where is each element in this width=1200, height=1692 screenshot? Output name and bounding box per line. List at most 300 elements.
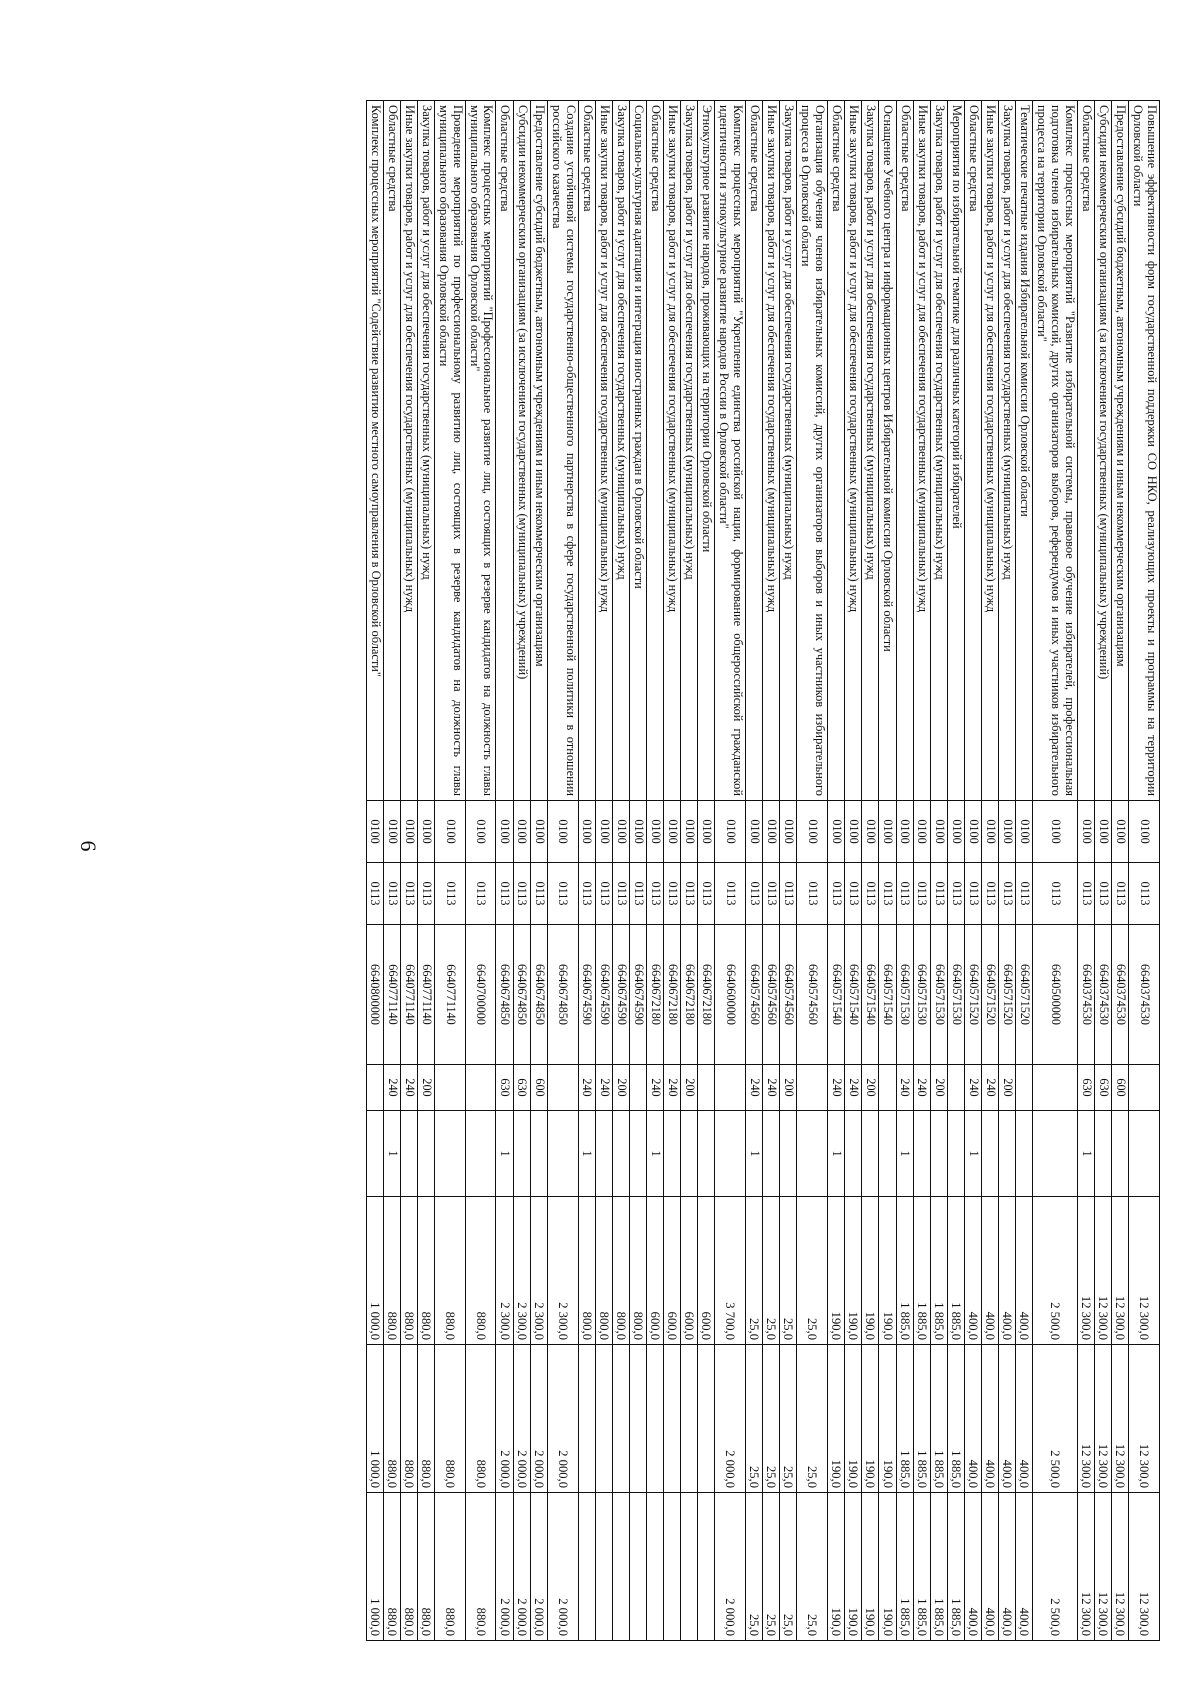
row-name-cell: Закупка товаров, работ и услуг для обеспечения государственных (муниципальных) нужд — [612, 101, 629, 801]
amount-year2-cell: 2 000,0 — [715, 1345, 746, 1493]
row-name-cell: Комплекс процессных мероприятий "Укрепление единства российской нации, формирование общероссийской гражданской идентичности и этнокультурное развитие народов России в Орловской области" — [715, 101, 746, 801]
target-article-cell: 6640374530 — [1112, 925, 1129, 1065]
table-row — [434, 101, 465, 1641]
target-article-cell: 6640571520 — [999, 925, 1016, 1065]
amount-year1-cell: 600,0 — [646, 1197, 663, 1345]
row-name-cell: Закупка товаров, работ и услуг для обеспечения государственных (муниципальных) нужд — [681, 101, 698, 801]
amount-year2-cell: 190,0 — [879, 1345, 896, 1493]
amount-year3-cell: 25,0 — [797, 1493, 828, 1641]
subsection-code-cell: 0113 — [366, 863, 383, 925]
source-code-cell: 1 — [746, 1111, 763, 1197]
amount-year3-cell: 2 000,0 — [715, 1493, 746, 1641]
source-code-cell — [681, 1111, 698, 1197]
amount-year1-cell: 400,0 — [964, 1197, 981, 1345]
row-name-cell: Закупка товаров, работ и услуг для обеспечения государственных (муниципальных) нужд — [862, 101, 879, 801]
amount-year3-cell — [612, 1493, 629, 1641]
amount-year1-cell: 800,0 — [595, 1197, 612, 1345]
amount-year3-cell: 12 300,0 — [1095, 1493, 1112, 1641]
amount-year3-cell: 400,0 — [981, 1493, 998, 1641]
expense-type-cell: 200 — [862, 1065, 879, 1111]
target-article-cell: 6640771140 — [400, 925, 417, 1065]
expense-type-cell: 600 — [530, 1065, 547, 1111]
target-article-cell: 6640771140 — [417, 925, 434, 1065]
row-name-cell: Иные закупки товаров, работ и услуг для обеспечения государственных (муниципальных) нужд — [845, 101, 862, 801]
amount-year1-cell: 880,0 — [465, 1197, 496, 1345]
row-name-cell: Закупка товаров, работ и услуг для обеспечения государственных (муниципальных) нужд — [930, 101, 947, 801]
target-article-cell: 6640674850 — [547, 925, 578, 1065]
row-name-cell: Предоставление субсидий бюджетным, автономным учреждениям и иным некоммерческим организациям — [530, 101, 547, 801]
subsection-code-cell: 0113 — [496, 863, 513, 925]
section-code-cell: 0100 — [930, 801, 947, 863]
amount-year3-cell: 880,0 — [383, 1493, 400, 1641]
target-article-cell: 6640672180 — [664, 925, 681, 1065]
amount-year3-cell — [629, 1493, 646, 1641]
subsection-code-cell: 0113 — [879, 863, 896, 925]
subsection-code-cell: 0113 — [780, 863, 797, 925]
section-code-cell: 0100 — [629, 801, 646, 863]
subsection-code-cell: 0113 — [715, 863, 746, 925]
subsection-code-cell: 0113 — [646, 863, 663, 925]
section-code-cell: 0100 — [646, 801, 663, 863]
row-name-cell: Областные средства — [964, 101, 981, 801]
source-code-cell — [434, 1111, 465, 1197]
amount-year3-cell: 1 885,0 — [930, 1493, 947, 1641]
row-name-cell: Проведение мероприятий по профессиональному развитию лиц, состоящих в резерве кандидатов на должность главы муниципального образования Орловской области — [434, 101, 465, 801]
amount-year1-cell: 190,0 — [828, 1197, 845, 1345]
expense-type-cell: 200 — [780, 1065, 797, 1111]
expense-type-cell: 630 — [513, 1065, 530, 1111]
expense-type-cell: 200 — [612, 1065, 629, 1111]
section-code-cell: 0100 — [780, 801, 797, 863]
expense-type-cell — [879, 1065, 896, 1111]
subsection-code-cell: 0113 — [896, 863, 913, 925]
source-code-cell — [930, 1111, 947, 1197]
expense-type-cell: 630 — [1077, 1065, 1094, 1111]
amount-year3-cell — [681, 1493, 698, 1641]
source-code-cell — [1016, 1111, 1033, 1197]
subsection-code-cell: 0113 — [1129, 863, 1160, 925]
target-article-cell: 6640672180 — [698, 925, 715, 1065]
amount-year2-cell: 25,0 — [746, 1345, 763, 1493]
section-code-cell: 0100 — [383, 801, 400, 863]
expense-type-cell: 200 — [930, 1065, 947, 1111]
expense-type-cell — [698, 1065, 715, 1111]
target-article-cell: 6640571540 — [862, 925, 879, 1065]
source-code-cell: 1 — [896, 1111, 913, 1197]
amount-year2-cell — [612, 1345, 629, 1493]
row-name-cell: Областные средства — [828, 101, 845, 801]
target-article-cell: 6640771140 — [434, 925, 465, 1065]
target-article-cell: 6640574560 — [763, 925, 780, 1065]
section-code-cell: 0100 — [681, 801, 698, 863]
table-row — [417, 101, 434, 1641]
section-code-cell: 0100 — [547, 801, 578, 863]
subsection-code-cell: 0113 — [698, 863, 715, 925]
amount-year3-cell: 190,0 — [845, 1493, 862, 1641]
table-row — [1033, 101, 1078, 1641]
expense-type-cell — [797, 1065, 828, 1111]
source-code-cell — [513, 1111, 530, 1197]
amount-year1-cell: 25,0 — [797, 1197, 828, 1345]
expense-type-cell — [1129, 1065, 1160, 1111]
table-row — [465, 101, 496, 1641]
source-code-cell — [947, 1111, 964, 1197]
amount-year3-cell: 1 885,0 — [947, 1493, 964, 1641]
table-row — [763, 101, 780, 1641]
table-row — [612, 101, 629, 1641]
amount-year1-cell: 190,0 — [862, 1197, 879, 1345]
table-row — [513, 101, 530, 1641]
source-code-cell — [664, 1111, 681, 1197]
amount-year2-cell: 2 000,0 — [530, 1345, 547, 1493]
amount-year3-cell: 880,0 — [465, 1493, 496, 1641]
row-name-cell: Областные средства — [578, 101, 595, 801]
expense-type-cell: 200 — [681, 1065, 698, 1111]
row-name-cell: Иные закупки товаров, работ и услуг для обеспечения государственных (муниципальных) нужд — [763, 101, 780, 801]
amount-year2-cell: 190,0 — [845, 1345, 862, 1493]
expense-type-cell: 630 — [1095, 1065, 1112, 1111]
target-article-cell: 6640500000 — [1033, 925, 1078, 1065]
table-row — [366, 101, 383, 1641]
target-article-cell: 6640674590 — [578, 925, 595, 1065]
source-code-cell — [400, 1111, 417, 1197]
amount-year1-cell: 800,0 — [578, 1197, 595, 1345]
source-code-cell — [780, 1111, 797, 1197]
amount-year3-cell — [595, 1493, 612, 1641]
amount-year1-cell: 190,0 — [845, 1197, 862, 1345]
subsection-code-cell: 0113 — [530, 863, 547, 925]
amount-year3-cell: 25,0 — [763, 1493, 780, 1641]
target-article-cell: 6640571520 — [1016, 925, 1033, 1065]
row-name-cell: Предоставление субсидий бюджетным, автономным учреждениям и иным некоммерческим организациям — [1112, 101, 1129, 801]
amount-year1-cell: 2 300,0 — [547, 1197, 578, 1345]
amount-year2-cell: 1 885,0 — [947, 1345, 964, 1493]
amount-year2-cell: 12 300,0 — [1077, 1345, 1094, 1493]
table-row — [981, 101, 998, 1641]
amount-year1-cell: 400,0 — [981, 1197, 998, 1345]
target-article-cell: 6640674590 — [595, 925, 612, 1065]
amount-year1-cell: 600,0 — [681, 1197, 698, 1345]
amount-year3-cell: 25,0 — [746, 1493, 763, 1641]
amount-year3-cell: 12 300,0 — [1112, 1493, 1129, 1641]
section-code-cell: 0100 — [400, 801, 417, 863]
row-name-cell: Субсидии некоммерческим организациям (за исключением государственных (муниципальных) учреждений) — [1095, 101, 1112, 801]
amount-year1-cell: 12 300,0 — [1112, 1197, 1129, 1345]
section-code-cell: 0100 — [612, 801, 629, 863]
expense-type-cell: 240 — [578, 1065, 595, 1111]
amount-year1-cell: 12 300,0 — [1129, 1197, 1160, 1345]
amount-year2-cell: 1 000,0 — [366, 1345, 383, 1493]
source-code-cell — [879, 1111, 896, 1197]
amount-year1-cell: 190,0 — [879, 1197, 896, 1345]
subsection-code-cell: 0113 — [746, 863, 763, 925]
amount-year3-cell: 25,0 — [780, 1493, 797, 1641]
subsection-code-cell: 0113 — [1077, 863, 1094, 925]
expense-type-cell: 600 — [1112, 1065, 1129, 1111]
target-article-cell: 6640571540 — [845, 925, 862, 1065]
row-name-cell: Субсидии некоммерческим организациям (за исключением государственных (муниципальных) учреждений) — [513, 101, 530, 801]
amount-year1-cell: 25,0 — [780, 1197, 797, 1345]
amount-year2-cell: 1 885,0 — [896, 1345, 913, 1493]
target-article-cell: 6640674590 — [629, 925, 646, 1065]
source-code-cell: 1 — [496, 1111, 513, 1197]
page-number: 6 — [76, 840, 101, 852]
row-name-cell: Иные закупки товаров, работ и услуг для обеспечения государственных (муниципальных) нужд — [981, 101, 998, 801]
amount-year2-cell: 2 000,0 — [513, 1345, 530, 1493]
amount-year3-cell: 2 000,0 — [496, 1493, 513, 1641]
expense-type-cell — [465, 1065, 496, 1111]
source-code-cell — [763, 1111, 780, 1197]
row-name-cell: Тематические печатные издания Избирательной комиссии Орловской области — [1016, 101, 1033, 801]
source-code-cell — [1033, 1111, 1078, 1197]
amount-year2-cell: 880,0 — [434, 1345, 465, 1493]
section-code-cell: 0100 — [417, 801, 434, 863]
target-article-cell: 6640771140 — [383, 925, 400, 1065]
amount-year1-cell: 880,0 — [400, 1197, 417, 1345]
expense-type-cell: 240 — [913, 1065, 930, 1111]
subsection-code-cell: 0113 — [913, 863, 930, 925]
subsection-code-cell: 0113 — [681, 863, 698, 925]
amount-year3-cell — [664, 1493, 681, 1641]
section-code-cell: 0100 — [434, 801, 465, 863]
amount-year1-cell: 3 700,0 — [715, 1197, 746, 1345]
table-row — [646, 101, 663, 1641]
target-article-cell: 6640674850 — [530, 925, 547, 1065]
expense-type-cell: 200 — [417, 1065, 434, 1111]
amount-year2-cell: 1 885,0 — [930, 1345, 947, 1493]
subsection-code-cell: 0113 — [1095, 863, 1112, 925]
amount-year2-cell: 880,0 — [400, 1345, 417, 1493]
amount-year3-cell: 2 000,0 — [547, 1493, 578, 1641]
table-row — [879, 101, 896, 1641]
source-code-cell — [999, 1111, 1016, 1197]
amount-year2-cell: 880,0 — [417, 1345, 434, 1493]
table-row — [530, 101, 547, 1641]
source-code-cell: 1 — [578, 1111, 595, 1197]
amount-year3-cell — [646, 1493, 663, 1641]
table-row — [496, 101, 513, 1641]
expense-type-cell: 240 — [746, 1065, 763, 1111]
table-row — [1095, 101, 1112, 1641]
expense-type-cell: 240 — [646, 1065, 663, 1111]
table-row — [1077, 101, 1094, 1641]
subsection-code-cell: 0113 — [947, 863, 964, 925]
amount-year1-cell: 880,0 — [417, 1197, 434, 1345]
row-name-cell: Этнокультурное развитие народов, проживающих на территории Орловской области — [698, 101, 715, 801]
target-article-cell: 6640674590 — [612, 925, 629, 1065]
amount-year3-cell — [578, 1493, 595, 1641]
amount-year3-cell — [698, 1493, 715, 1641]
table-row — [797, 101, 828, 1641]
source-code-cell: 1 — [964, 1111, 981, 1197]
amount-year3-cell: 1 885,0 — [913, 1493, 930, 1641]
section-code-cell: 0100 — [999, 801, 1016, 863]
amount-year2-cell: 12 300,0 — [1129, 1345, 1160, 1493]
row-name-cell: Закупка товаров, работ и услуг для обеспечения государственных (муниципальных) нужд — [999, 101, 1016, 801]
amount-year3-cell: 190,0 — [828, 1493, 845, 1641]
section-code-cell: 0100 — [1033, 801, 1078, 863]
subsection-code-cell: 0113 — [862, 863, 879, 925]
amount-year1-cell: 1 885,0 — [930, 1197, 947, 1345]
amount-year2-cell: 190,0 — [862, 1345, 879, 1493]
section-code-cell: 0100 — [845, 801, 862, 863]
section-code-cell: 0100 — [578, 801, 595, 863]
amount-year2-cell: 880,0 — [465, 1345, 496, 1493]
amount-year1-cell: 2 500,0 — [1033, 1197, 1078, 1345]
table-row — [578, 101, 595, 1641]
source-code-cell — [913, 1111, 930, 1197]
subsection-code-cell: 0113 — [964, 863, 981, 925]
target-article-cell: 6640571530 — [896, 925, 913, 1065]
row-name-cell: Оснащение Учебного центра и информационных центров Избирательной комиссии Орловской области — [879, 101, 896, 801]
amount-year3-cell: 2 500,0 — [1033, 1493, 1078, 1641]
source-code-cell — [797, 1111, 828, 1197]
amount-year2-cell — [664, 1345, 681, 1493]
subsection-code-cell: 0113 — [400, 863, 417, 925]
section-code-cell: 0100 — [513, 801, 530, 863]
subsection-code-cell: 0113 — [1016, 863, 1033, 925]
section-code-cell: 0100 — [1129, 801, 1160, 863]
section-code-cell: 0100 — [913, 801, 930, 863]
table-row — [947, 101, 964, 1641]
budget-table — [366, 100, 1160, 1641]
section-code-cell: 0100 — [1095, 801, 1112, 863]
source-code-cell — [1129, 1111, 1160, 1197]
target-article-cell: 6640571530 — [913, 925, 930, 1065]
amount-year2-cell — [698, 1345, 715, 1493]
source-code-cell — [981, 1111, 998, 1197]
target-article-cell: 6640571520 — [981, 925, 998, 1065]
target-article-cell: 6640574560 — [780, 925, 797, 1065]
table-row — [1016, 101, 1033, 1641]
target-article-cell: 6640571530 — [947, 925, 964, 1065]
source-code-cell — [1095, 1111, 1112, 1197]
subsection-code-cell: 0113 — [664, 863, 681, 925]
section-code-cell: 0100 — [981, 801, 998, 863]
amount-year2-cell: 880,0 — [383, 1345, 400, 1493]
subsection-code-cell: 0113 — [513, 863, 530, 925]
amount-year1-cell: 25,0 — [763, 1197, 780, 1345]
target-article-cell: 6640674850 — [496, 925, 513, 1065]
amount-year3-cell: 400,0 — [1016, 1493, 1033, 1641]
table-row — [664, 101, 681, 1641]
source-code-cell — [715, 1111, 746, 1197]
table-row — [780, 101, 797, 1641]
expense-type-cell: 630 — [496, 1065, 513, 1111]
table-row — [547, 101, 578, 1641]
expense-type-cell: 200 — [999, 1065, 1016, 1111]
amount-year3-cell: 880,0 — [434, 1493, 465, 1641]
section-code-cell: 0100 — [1016, 801, 1033, 863]
row-name-cell: Закупка товаров, работ и услуг для обеспечения государственных (муниципальных) нужд — [780, 101, 797, 801]
row-name-cell: Закупка товаров, работ и услуг для обеспечения государственных (муниципальных) нужд — [417, 101, 434, 801]
source-code-cell — [530, 1111, 547, 1197]
amount-year2-cell: 25,0 — [780, 1345, 797, 1493]
section-code-cell: 0100 — [496, 801, 513, 863]
amount-year3-cell: 400,0 — [964, 1493, 981, 1641]
table-row — [681, 101, 698, 1641]
amount-year2-cell — [681, 1345, 698, 1493]
amount-year3-cell: 880,0 — [417, 1493, 434, 1641]
target-article-cell: 6640574560 — [746, 925, 763, 1065]
row-name-cell: Иные закупки товаров, работ и услуг для обеспечения государственных (муниципальных) нужд — [664, 101, 681, 801]
source-code-cell — [417, 1111, 434, 1197]
target-article-cell: 6640374530 — [1095, 925, 1112, 1065]
target-article-cell: 6640571520 — [964, 925, 981, 1065]
amount-year2-cell: 2 000,0 — [547, 1345, 578, 1493]
row-name-cell: Областные средства — [646, 101, 663, 801]
amount-year2-cell: 2 500,0 — [1033, 1345, 1078, 1493]
table-row — [896, 101, 913, 1641]
table-row — [1112, 101, 1129, 1641]
row-name-cell: Областные средства — [383, 101, 400, 801]
expense-type-cell — [1033, 1065, 1078, 1111]
amount-year1-cell: 12 300,0 — [1095, 1197, 1112, 1345]
section-code-cell: 0100 — [1077, 801, 1094, 863]
amount-year1-cell: 1 000,0 — [366, 1197, 383, 1345]
amount-year1-cell: 2 300,0 — [530, 1197, 547, 1345]
subsection-code-cell: 0113 — [930, 863, 947, 925]
source-code-cell: 1 — [383, 1111, 400, 1197]
section-code-cell: 0100 — [595, 801, 612, 863]
target-article-cell: 6640571530 — [930, 925, 947, 1065]
expense-type-cell: 240 — [981, 1065, 998, 1111]
row-name-cell: Комплекс процессных мероприятий "Содействие развитию местного самоуправления в Орловской области" — [366, 101, 383, 801]
source-code-cell — [547, 1111, 578, 1197]
subsection-code-cell: 0113 — [1033, 863, 1078, 925]
subsection-code-cell: 0113 — [845, 863, 862, 925]
subsection-code-cell: 0113 — [828, 863, 845, 925]
target-article-cell: 6640672180 — [646, 925, 663, 1065]
target-article-cell: 6640374530 — [1077, 925, 1094, 1065]
amount-year1-cell: 1 885,0 — [947, 1197, 964, 1345]
amount-year1-cell: 400,0 — [1016, 1197, 1033, 1345]
amount-year2-cell: 400,0 — [999, 1345, 1016, 1493]
amount-year1-cell: 12 300,0 — [1077, 1197, 1094, 1345]
subsection-code-cell: 0113 — [797, 863, 828, 925]
expense-type-cell: 240 — [400, 1065, 417, 1111]
expense-type-cell: 240 — [828, 1065, 845, 1111]
section-code-cell: 0100 — [763, 801, 780, 863]
section-code-cell: 0100 — [465, 801, 496, 863]
section-code-cell: 0100 — [664, 801, 681, 863]
amount-year2-cell — [629, 1345, 646, 1493]
row-name-cell: Иные закупки товаров, работ и услуг для обеспечения государственных (муниципальных) нужд — [913, 101, 930, 801]
subsection-code-cell: 0113 — [383, 863, 400, 925]
section-code-cell: 0100 — [879, 801, 896, 863]
section-code-cell: 0100 — [366, 801, 383, 863]
expense-type-cell — [547, 1065, 578, 1111]
target-article-cell: 6640674850 — [513, 925, 530, 1065]
amount-year3-cell: 2 000,0 — [530, 1493, 547, 1641]
section-code-cell: 0100 — [896, 801, 913, 863]
table-row — [715, 101, 746, 1641]
table-row — [629, 101, 646, 1641]
subsection-code-cell: 0113 — [417, 863, 434, 925]
amount-year1-cell: 800,0 — [612, 1197, 629, 1345]
source-code-cell: 1 — [1077, 1111, 1094, 1197]
source-code-cell: 1 — [828, 1111, 845, 1197]
target-article-cell: 6640700000 — [465, 925, 496, 1065]
row-name-cell: Комплекс процессных мероприятий "Профессиональное развитие лиц, состоящих в резерве кандидатов на должность главы муниципального образования Орловской области" — [465, 101, 496, 801]
row-name-cell: Областные средства — [746, 101, 763, 801]
expense-type-cell — [366, 1065, 383, 1111]
amount-year3-cell: 190,0 — [879, 1493, 896, 1641]
table-body — [366, 101, 1159, 1641]
target-article-cell: 6640800000 — [366, 925, 383, 1065]
source-code-cell: 1 — [646, 1111, 663, 1197]
expense-type-cell: 240 — [383, 1065, 400, 1111]
